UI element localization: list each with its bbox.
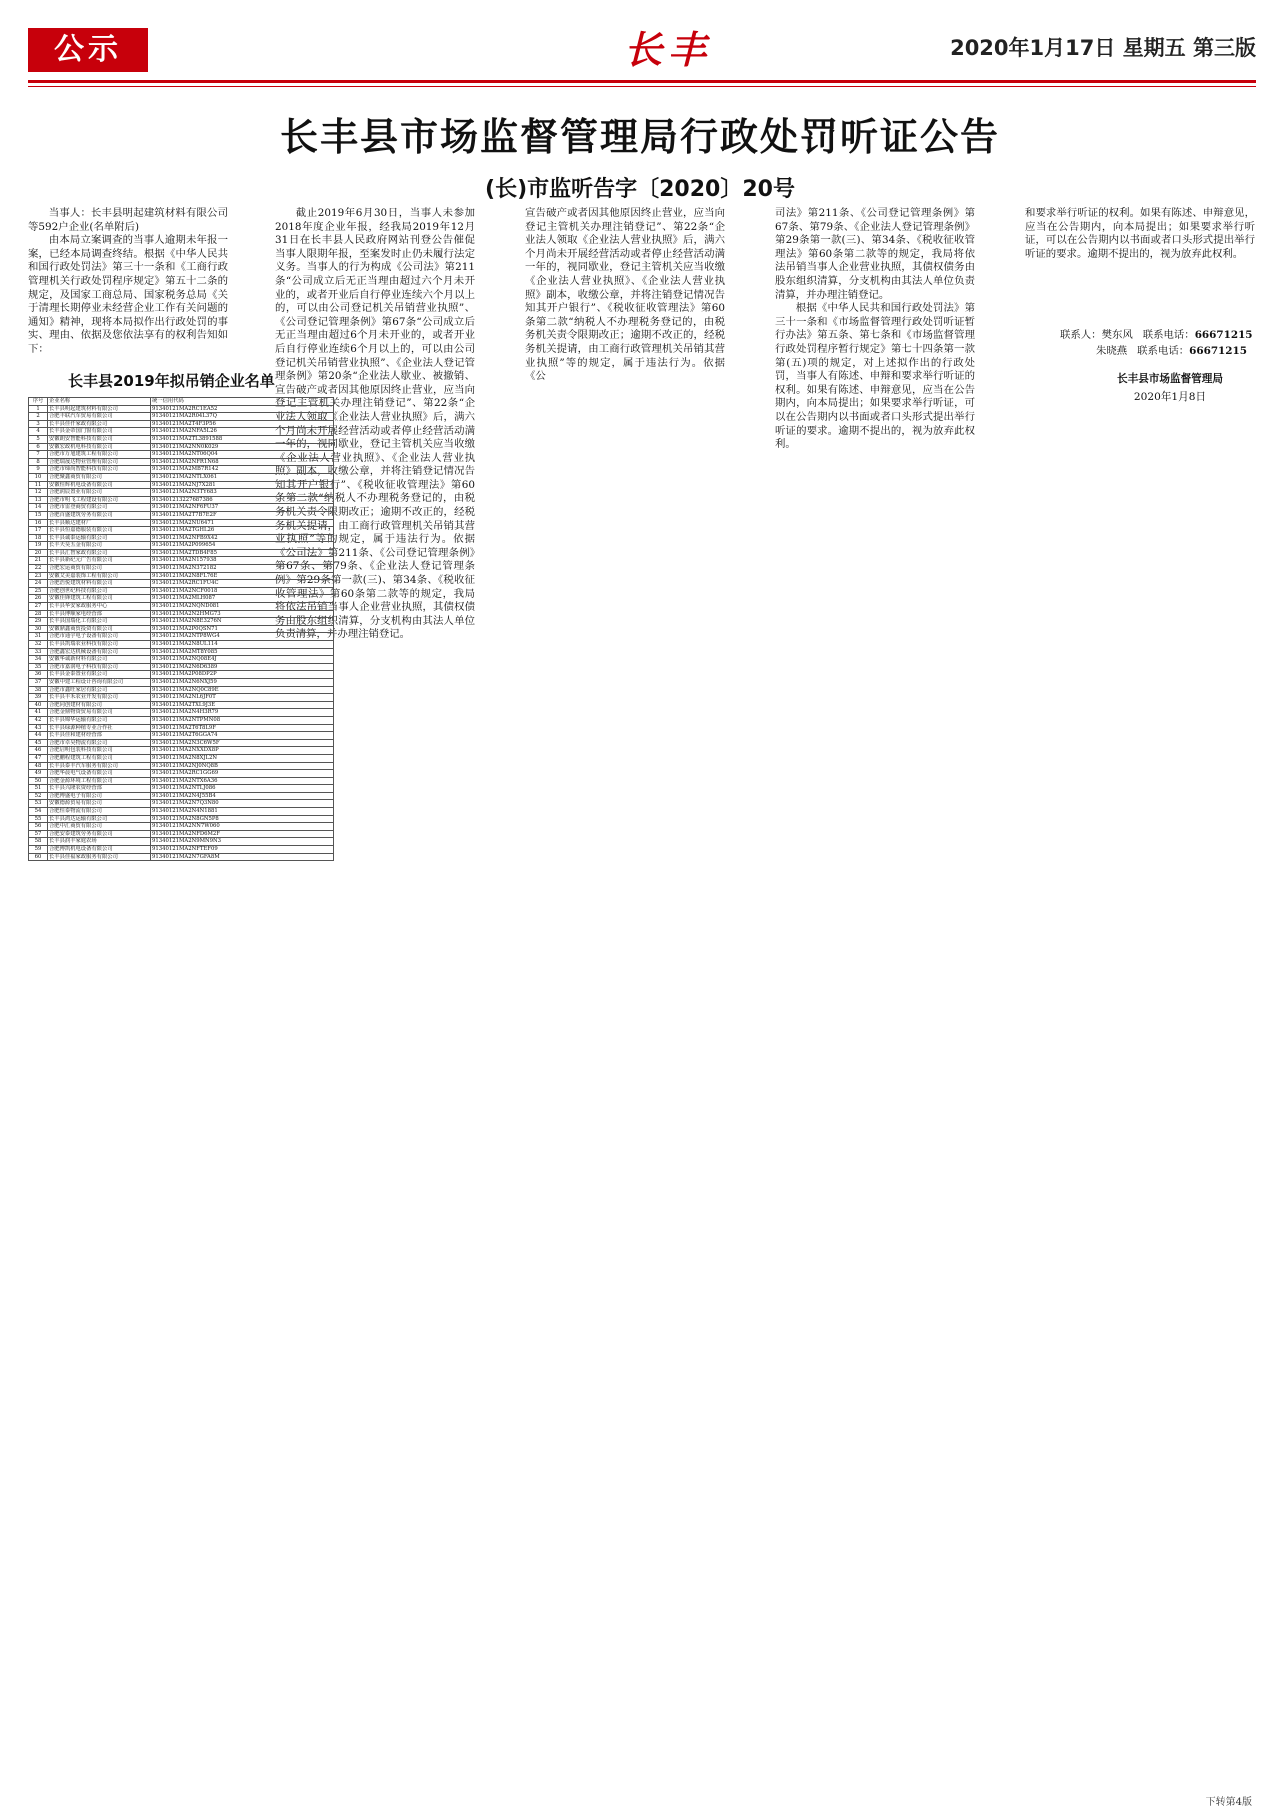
table-cell: 9 [29,466,48,474]
table-cell: 47 [29,754,48,762]
table-cell: 91340121MA2MT8Y085 [151,648,334,656]
table-row [29,443,334,451]
table-cell: 91340121MA2N4N1881 [151,808,334,816]
table-cell: 55 [29,815,48,823]
table-row [29,481,334,489]
table-row [29,656,334,664]
table-cell: 91340121MA2MLH087 [151,595,334,603]
table-cell: 合肥市卓昊物流有限公司 [48,739,151,747]
table-cell: 长丰县诚泰运输有限公司 [48,534,151,542]
table-cell: 91340121MA2N2HMG73 [151,610,334,618]
table-cell: 59 [29,846,48,854]
issue-weekday: 星期五 [1122,36,1186,60]
contact-name: 朱晓燕 [1096,345,1128,357]
table-row [29,739,334,747]
table-cell: 913401213227687386 [151,496,334,504]
contact-block [1060,327,1260,359]
table-cell: 91340121MA2NU6471 [151,519,334,527]
table-cell: 合肥创世纪科技有限公司 [48,587,151,595]
table-row [29,709,334,717]
table-row [29,625,334,633]
notice-col-5 [1025,207,1255,261]
table-row [29,808,334,816]
table-cell: 36 [29,671,48,679]
table-cell: 91340121MA2TGHL26 [151,527,334,535]
table-cell: 6 [29,443,48,451]
table-cell: 91340121MA2NN7W060 [151,823,334,831]
table-cell: 91340121MA2NTPMN08 [151,716,334,724]
table-cell: 91340121MA2N6NXJ59 [151,678,334,686]
header-cell: 统一信用代码 [151,398,334,406]
table-cell: 19 [29,542,48,550]
table-cell: 91340121MA2NN0K029 [151,443,334,451]
issue-date-signed: 2020年1月8日 [1133,391,1207,403]
table-cell: 91340121MA2TL3891588 [151,435,334,443]
table-cell: 91340121MA2N8XJL2N [151,754,334,762]
table-cell: 44 [29,732,48,740]
table-cell: 长丰县国瑞化工有限公司 [48,618,151,626]
table-row [29,747,334,755]
table-cell: 长丰县顺达建材厂 [48,519,151,527]
section-label: 公示 [28,28,148,72]
table-row [29,671,334,679]
table-cell: 长丰县恒嘉德服装有限公司 [48,527,151,535]
table-cell: 长丰县佳福家政服务有限公司 [48,853,151,861]
table-cell: 24 [29,580,48,588]
table-cell: 91340121MA2NXXDX8P [151,747,334,755]
table-cell: 91340121MA2NQ08E4J [151,656,334,664]
table-cell: 合肥恒泰物流有限公司 [48,808,151,816]
notice-paragraph: 当事人：长丰县明起建筑材料有限公司等592户企业(名单附后) [28,207,228,233]
table-cell: 22 [29,565,48,573]
notice-paragraph: 根据《中华人民共和国行政处罚法》第三十一条和《市场监督管理行政处罚听证暂行办法》第五条、第七条和《市场监督管理行政处罚程序暂行规定》第七十四条第一款第(五)项的规定，对上述拟作出的行政处罚，当事人有陈述、申辩和要求举行听证的权利。如果有陈述、申辩意见，应当在公告期内，向本局提出；如果要求举行听证，可以在公告期内以书面或者口头形式提出举行听证的要求。逾期不提出的，视为放弃此权利。 [775,302,975,451]
table-cell: 50 [29,777,48,785]
table-cell: 合肥市鑫旺家居有限公司 [48,686,151,694]
table-cell: 38 [29,686,48,694]
table-cell: 长丰县博顺家电经营部 [48,610,151,618]
table-cell: 91340121MA2T7B7E2F [151,511,334,519]
table-cell: 23 [29,572,48,580]
table-row [29,800,334,808]
table-cell: 91340121MA2N8E3276N [151,618,334,626]
table-cell: 10 [29,473,48,481]
masthead-rule-thin [28,86,1256,87]
table-cell: 11 [29,481,48,489]
table-row [29,792,334,800]
table-cell: 91340121MA2RC1FU4C [151,580,334,588]
notice-col-2 [275,207,475,641]
notice-paragraph-continued: 宣告破产或者因其他原因终止营业，应当向登记主管机关办理注销登记”、第22条“企业法人领取《企业法人营业执照》后，满六个月尚未开展经营活动或者停止经营活动满一年的，视同歇业，登记主管机关应当收缴《企业法人营业执照》、《企业法人营业执照》副本，收缴公章，并将注销登记情况告知其开户银行”、《税收征收管理法》第60条第二款“纳税人不办理税务登记的，由税务机关责令限期改正；逾期不改正的，经税务机关提请，由工商行政管理机关吊销其营业执照”等的规定，属于违法行为。依据《公 [525,207,725,383]
table-cell: 合肥市万旭建筑工程有限公司 [48,451,151,459]
table-row [29,663,334,671]
table-cell: 91340121MA2R04L37Q [151,413,334,421]
table-cell: 安徽朗安智能科技有限公司 [48,435,151,443]
table-cell: 合肥市雷登商贸有限公司 [48,504,151,512]
table-header [29,398,334,406]
table-row [29,678,334,686]
table-row [29,519,334,527]
table-row [29,420,334,428]
table-cell: 48 [29,762,48,770]
table-row [29,572,334,580]
table-cell: 91340121MA2T4F3P56 [151,420,334,428]
table-cell: 91340121MA2MB7R142 [151,466,334,474]
table-cell: 91340121MA2P0QSN71 [151,625,334,633]
table-cell: 26 [29,595,48,603]
table-cell: 91340121MA2NCF0018 [151,587,334,595]
table-cell: 29 [29,618,48,626]
table-row [29,754,334,762]
table-row [29,838,334,846]
notice-paragraph-continued: 司法》第211条、《公司登记管理条例》第67条、第79条、《企业法人登记管理条例》第29条第一款(三)、第34条、《税收征收管理法》第60条第二款等的规定，我局将依法吊销当事人企业营业执照，其债权债务由股东组织清算，分支机构由其法人单位负责清算，并办理注销登记。 [775,207,975,301]
table-cell: 54 [29,808,48,816]
table-cell: 安徽华诚新材料有限公司 [48,656,151,664]
table-row [29,549,334,557]
table-cell: 12 [29,489,48,497]
table-cell: 91340121MA2N157938 [151,557,334,565]
table-row [29,428,334,436]
table-cell: 安徽德源贸易有限公司 [48,800,151,808]
table-row [29,587,334,595]
table-cell: 合肥市缔尚智能科技有限公司 [48,466,151,474]
table-cell: 长丰县泰丰汽车服务有限公司 [48,762,151,770]
table-cell: 91340121MA2NQND081 [151,603,334,611]
notice-col-1 [28,207,228,357]
table-cell: 91340121MA2NFA5L26 [151,428,334,436]
table-cell: 合肥华晨电气设备有限公司 [48,770,151,778]
notice-title: 长丰县市场监督管理局行政处罚听证公告 [279,115,1000,159]
table-row [29,496,334,504]
issuer: 长丰县市场监督管理局 [1117,373,1223,385]
notice-paragraph-continued: 和要求举行听证的权利。如果有陈述、申辩意见，应当在公告期内，向本局提出；如果要求举行听证，可以在公告期内以书面或者口头形式提出举行听证的要求。逾期不提出的，视为放弃此权利。 [1025,207,1255,260]
table-cell: 合肥丰联汽车贸易有限公司 [48,413,151,421]
table-cell: 合肥金鼎物资贸易有限公司 [48,709,151,717]
table-cell: 91340121MA2N8UL114 [151,641,334,649]
table-cell: 合肥百盛建筑劳务有限公司 [48,511,151,519]
table-cell: 安徽宏政机电科技有限公司 [48,443,151,451]
table-cell: 合肥博凯机电设备有限公司 [48,846,151,854]
table-cell: 91340121MA2N3TY683 [151,489,334,497]
table-cell: 91340121MA2RC1EA52 [151,405,334,413]
table-row [29,603,334,611]
table-row [29,435,334,443]
table-cell: 合肥市明飞工程建设有限公司 [48,496,151,504]
table-row [29,641,334,649]
table-cell: 32 [29,641,48,649]
table-cell: 合肥启明包装科技有限公司 [48,747,151,755]
table-cell: 合肥润辰置业有限公司 [48,489,151,497]
table-row [29,724,334,732]
table-cell: 91340121MA2NTLX061 [151,473,334,481]
table-cell: 长丰县绿源种植专业合作社 [48,724,151,732]
table-row [29,557,334,565]
table-cell: 91340121MA2NJ0NQ8B [151,762,334,770]
table-cell: 91340121MA2NFR1N68 [151,458,334,466]
table-cell: 52 [29,792,48,800]
table-cell: 安徽艾美嘉装饰工程有限公司 [48,572,151,580]
list-title: 长丰县2019年拟吊销企业名单 [68,372,275,390]
table-row [29,618,334,626]
table-cell: 91340121MA2P099654 [151,542,334,550]
table-cell: 3 [29,420,48,428]
table-cell: 长丰县佳仟家政有限公司 [48,420,151,428]
table-row [29,770,334,778]
table-cell: 91340121MA2N9MN9N3 [151,838,334,846]
table-cell: 91340121MA2NTX6A36 [151,777,334,785]
contact-row: 联系人：樊东风 联系电话：66671215 [1060,329,1253,341]
notice-doc-number: (长)市监听告字〔2020〕20号 [485,177,795,202]
table-row [29,633,334,641]
table-row [29,413,334,421]
table-cell: 合肥浩悦建筑材料有限公司 [48,580,151,588]
table-row [29,701,334,709]
masthead [28,28,1256,74]
table-cell: 91340121MA2NT06Q04 [151,451,334,459]
table-row [29,853,334,861]
issue-date: 2020年1月17日 [950,36,1116,60]
table-cell: 91340121MA2TDB4F85 [151,549,334,557]
table-cell: 91340121MA2NTP8WG4 [151,633,334,641]
table-cell: 合肥安泰建筑劳务有限公司 [48,830,151,838]
table-cell: 长丰县明起建筑材料有限公司 [48,405,151,413]
table-cell: 91340121MA2N372182 [151,565,334,573]
table-cell: 91340121MA2NJ7X281 [151,481,334,489]
table-cell: 合肥同创建材有限公司 [48,701,151,709]
table-cell: 53 [29,800,48,808]
table-cell: 91340121MA2N6D6389 [151,663,334,671]
table-cell: 合肥鹏程建筑工程有限公司 [48,754,151,762]
table-cell: 33 [29,648,48,656]
table-cell: 合肥金源环境工程有限公司 [48,777,151,785]
table-row [29,595,334,603]
table-cell: 16 [29,519,48,527]
table-row [29,694,334,702]
table-cell: 合肥市嘉润电子科技有限公司 [48,663,151,671]
table-cell: 5 [29,435,48,443]
table-row [29,648,334,656]
table-cell: 25 [29,587,48,595]
table-row [29,527,334,535]
table-cell: 长丰县锦华运输有限公司 [48,716,151,724]
table-cell: 20 [29,549,48,557]
table-cell: 合肥聚鑫商贸有限公司 [48,473,151,481]
table-cell: 91340121MA2N7GFA8M [151,853,334,861]
table-cell: 91340121MA2N4H3R79 [151,709,334,717]
table-cell: 46 [29,747,48,755]
table-cell: 34 [29,656,48,664]
table-cell: 合肥宏运商贸有限公司 [48,565,151,573]
contact-name: 樊东风 [1101,329,1133,341]
signature-block [1080,370,1260,406]
masthead-rule [28,80,1256,83]
table-row [29,823,334,831]
table-row [29,504,334,512]
table-cell: 长丰县润丰家庭农场 [48,838,151,846]
table-cell: 7 [29,451,48,459]
table-cell: 41 [29,709,48,717]
table-cell: 长丰县佳和建材经营部 [48,732,151,740]
table-row [29,534,334,542]
table-cell: 91340121MA2P08DP2P [151,671,334,679]
table-cell: 58 [29,838,48,846]
table-cell: 39 [29,694,48,702]
table-cell: 1 [29,405,48,413]
table-row [29,785,334,793]
contact-row: 朱晓燕 联系电话：66671215 [1096,345,1247,357]
table-cell: 57 [29,830,48,838]
table-cell: 91340121MA2NF6FU37 [151,504,334,512]
revocation-table [28,397,334,861]
table-cell: 安徽佳锋建筑工程有限公司 [48,595,151,603]
contact-phone: 66671215 [1189,345,1247,357]
table-cell: 17 [29,527,48,535]
table-cell: 21 [29,557,48,565]
table-cell: 长丰县金帝国门窗有限公司 [48,428,151,436]
table-cell: 91340121MA2N4J55B4 [151,792,334,800]
table-cell: 长丰县凯瑞农业科技有限公司 [48,641,151,649]
table-row [29,489,334,497]
table-cell: 长丰县汇智家政有限公司 [48,549,151,557]
table-cell: 安徽鼎鑫商贸投资有限公司 [48,625,151,633]
table-cell: 35 [29,663,48,671]
table-row [29,542,334,550]
table-row [29,777,334,785]
table-cell: 42 [29,716,48,724]
table-row [29,511,334,519]
table-row [29,732,334,740]
table-cell: 长丰县金泰置业有限公司 [48,671,151,679]
table-cell: 长丰县新纪元广告有限公司 [48,557,151,565]
table-cell: 合肥博盛电子有限公司 [48,792,151,800]
table-cell: 15 [29,511,48,519]
table-cell: 长丰县鸿达运输有限公司 [48,815,151,823]
table-cell: 56 [29,823,48,831]
table-cell: 30 [29,625,48,633]
table-cell: 31 [29,633,48,641]
table-cell: 40 [29,701,48,709]
table-row [29,458,334,466]
table-cell: 14 [29,504,48,512]
table-row [29,846,334,854]
page-number: 第三版 [1193,36,1256,60]
table-cell: 长丰县丰禾农业开发有限公司 [48,694,151,702]
table-cell: 91340121MA2NTLJ086 [151,785,334,793]
notice-paragraph: 截止2019年6月30日，当事人未参加2018年度企业年报，经我局2019年12月31日在长丰县人民政府网站刊登公告催促当事人限期年报，至案发时止仍未履行法定义务。当事人的行为构成《公司法》第211条“公司成立后无正当理由超过六个月未开业的，或者开业后自行停业连续六个月以上的，可以由公司登记机关吊销营业执照”、《公司登记管理条例》第67条“公司成立后无正当理由超过6个月未开业的，或者开业后自行停业连续6个月以上的，可以由公司登记机关吊销营业执照”、《企业法人登记管理条例》第20条“企业法人歇业、被撤销、宣告破产或者因其他原因终止营业，应当向登记主管机关办理注销登记”、第22条“企业法人领取《企业法人营业执照》后，满六个月尚未开展经营活动或者停止经营活动满一年的，视同歇业，登记主管机关应当收缴《企业法人营业执照》、《企业法人营业执照》副本，收缴公章，并将注销登记情况告知其开户银行”、《税收征收管理法》第60条第二款“纳税人不办理税务登记的，由税务机关责令限期改正；逾期不改正的，经税务机关提请，由工商行政管理机关吊销其营业执照”等的规定，属于违法行为。依据《公司法》第211条、《公司登记管理条例》第67条、第79条、《企业法人登记管理条例》第29条第一款(三)、第34条、《税收征收管理法》第60条第二款等的规定，我局将依法吊销当事人企业营业执照，其债权债务由股东组织清算，分支机构由其法人单位负责清算，并办理注销登记。 [275,207,475,641]
table-cell: 91340121MA2N8FL76E [151,572,334,580]
table-row [29,473,334,481]
table-cell: 安徽恒辉机电设备有限公司 [48,481,151,489]
table-cell: 91340121MA2NFD6M2F [151,830,334,838]
table-row [29,716,334,724]
table-cell: 8 [29,458,48,466]
table-cell: 长丰县兴隆农资经营部 [48,785,151,793]
table-row [29,451,334,459]
header-cell: 企业名称 [48,398,151,406]
table-row [29,815,334,823]
table-cell: 合肥中汇商贸有限公司 [48,823,151,831]
table-row [29,405,334,413]
table-cell: 91340121MA2NL6JF0T [151,694,334,702]
table-cell: 91340121MA2NQ0C89E [151,686,334,694]
table-cell: 91340121MA2T6GGA74 [151,732,334,740]
notice-paragraph: 由本局立案调查的当事人逾期未年报一案，已经本局调查终结。根据《中华人民共和国行政处罚法》第三十一条和《工商行政管理机关行政处罚程序规定》第五十二条的规定，及国家工商总局、国家税务总局《关于清理长期停业未经营企业工作有关问题的通知》精神，现将本局拟作出行政处罚的事实、理由、依据及您依法享有的权利告知如下： [28,234,228,355]
table-row [29,466,334,474]
table-cell: 60 [29,853,48,861]
table-cell: 37 [29,678,48,686]
table-cell: 27 [29,603,48,611]
dateline [950,32,1256,62]
table-row [29,762,334,770]
table-cell: 91340121MA2N3C6W5F [151,739,334,747]
table-cell: 91340121MA2T6T8L9F [151,724,334,732]
table-cell: 合肥瑞晟达物业管理有限公司 [48,458,151,466]
paper-name-logo: 长丰 [623,27,712,72]
header-cell: 序号 [29,398,48,406]
table-cell: 长丰县华安家政服务中心 [48,603,151,611]
table-cell: 43 [29,724,48,732]
table-cell: 合肥鑫宏达机械设备有限公司 [48,648,151,656]
table-row [29,686,334,694]
table-cell: 4 [29,428,48,436]
table-cell: 合肥市通宇电子设备有限公司 [48,633,151,641]
contact-phone: 66671215 [1194,329,1253,341]
table-cell: 91340121MA2TXL9J3E [151,701,334,709]
table-cell: 91340121MA2N7Q3N80 [151,800,334,808]
table-cell: 91340121MA2RC1GG69 [151,770,334,778]
table-row [29,565,334,573]
notice-col-4 [775,207,975,451]
table-cell: 91340121MA2NFTEF09 [151,846,334,854]
table-cell: 45 [29,739,48,747]
table-cell: 18 [29,534,48,542]
table-cell: 91340121MA2N8GN5P8 [151,815,334,823]
table-cell: 长丰天昊五金有限公司 [48,542,151,550]
table-row [29,610,334,618]
notice-col-3 [525,207,725,383]
table-cell: 安徽中建工程设计咨询有限公司 [48,678,151,686]
table-cell: 91340121MA2NFB9X42 [151,534,334,542]
table-row [29,830,334,838]
continued-note: 下转第4版 [1205,1797,1252,1808]
table-cell: 49 [29,770,48,778]
table-cell: 13 [29,496,48,504]
table-cell: 51 [29,785,48,793]
table-cell: 28 [29,610,48,618]
table-cell: 2 [29,413,48,421]
table-row [29,580,334,588]
